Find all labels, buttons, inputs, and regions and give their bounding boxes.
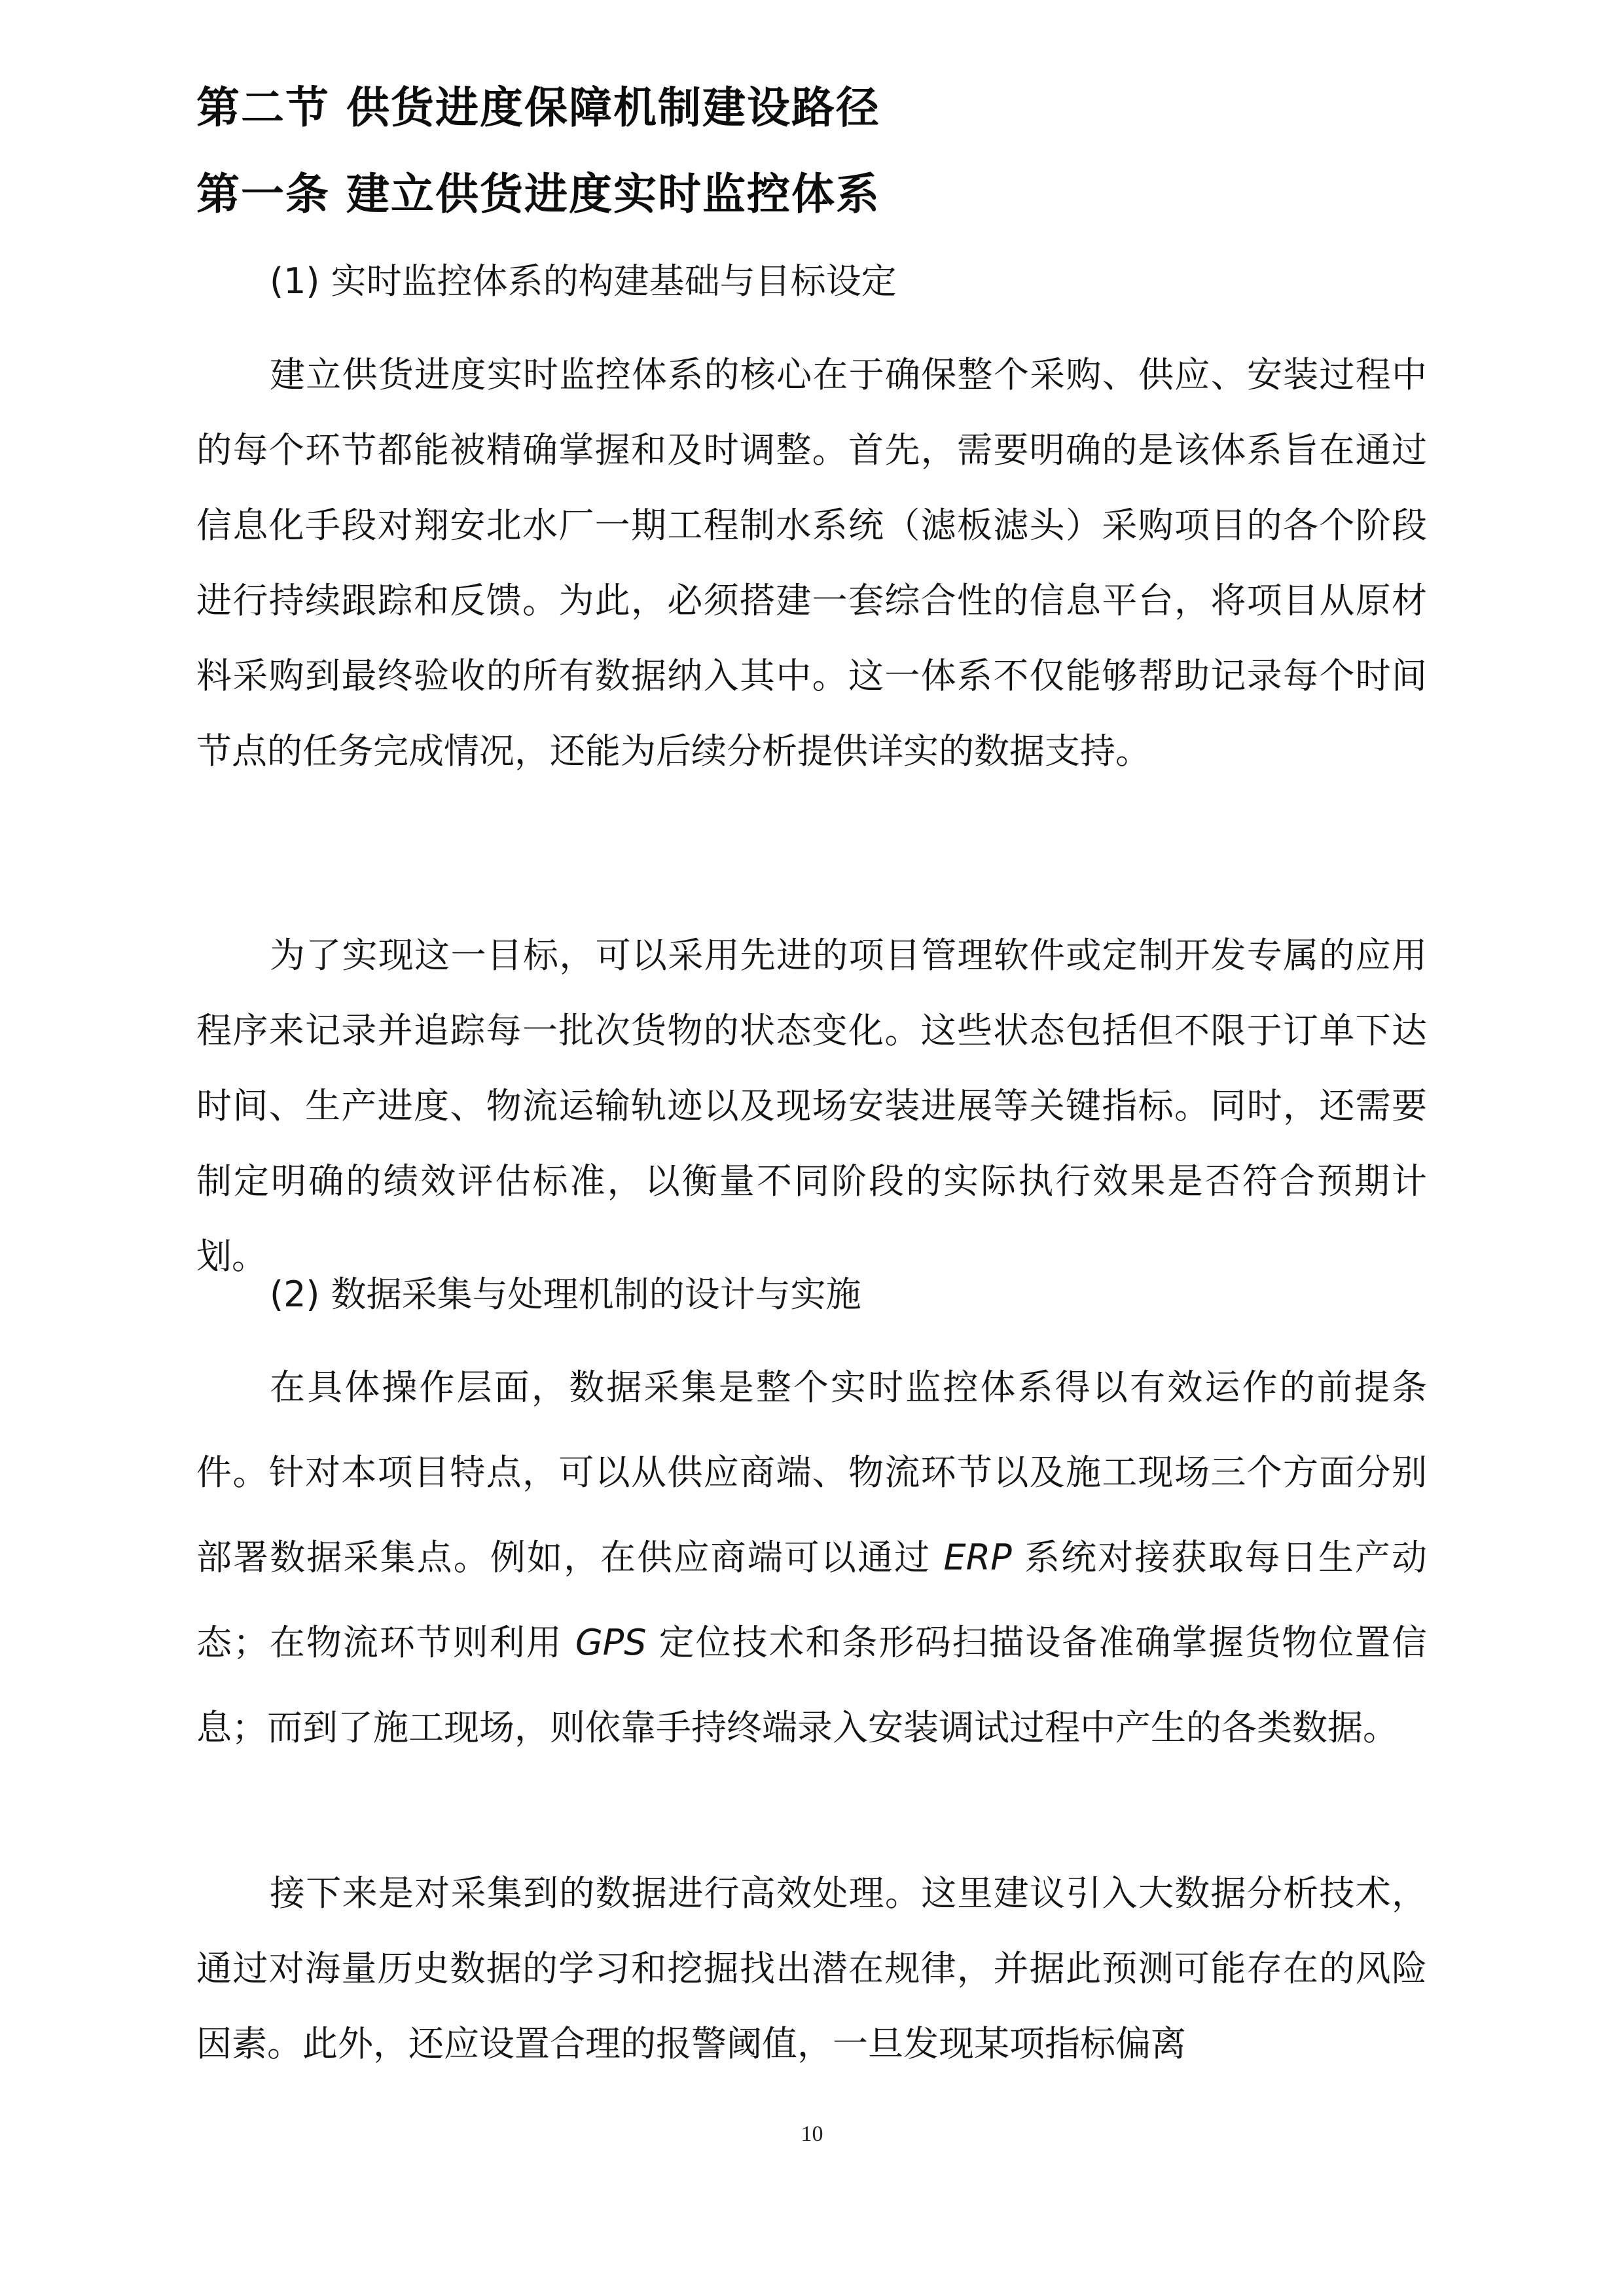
document-page (196, 62, 1427, 2222)
page-number: 10 (801, 2122, 823, 2146)
paragraph-3-part-2: 系统对接获取每日生产动态；在物流环节则利用 (196, 1537, 1428, 1663)
paragraph-2: 为了实现这一目标，可以采用先进的项目管理软件或定制开发专属的应用程序来记录并追踪每一批次货物的状态变化。这些状态包括但不限于订单下达时间、生产进度、物流运输轨迹以及现场安装进展等关键指标。同时，还需要制定明确的绩效评估标准，以衡量不同阶段的实际执行效果是否符合预期计划。 (196, 935, 1427, 1277)
paragraph-3-part-1: 在具体操作层面，数据采集是整个实时监控体系得以有效运作的前提条件。针对本项目特点，可以从供应商端、物流环节以及施工现场三个方面分别部署数据采集点。例如，在供应商端可以通过 (196, 1367, 1427, 1578)
subsection-heading-2: (2) 数据采集与处理机制的设计与实施 (270, 1274, 861, 1315)
erp-term: ERP (943, 1537, 1012, 1578)
section-title: 第二节 供货进度保障机制建设路径 (196, 82, 880, 133)
paragraph-1: 建立供货进度实时监控体系的核心在于确保整个采购、供应、安装过程中的每个环节都能被精确掌握和及时调整。首先，需要明确的是该体系旨在通过信息化手段对翔安北水厂一期工程制水系统（滤板滤头）采购项目的各个阶段进行持续跟踪和反馈。为此，必须搭建一套综合性的信息平台，将项目从原材料采购到最终验收的所有数据纳入其中。这一体系不仅能够帮助记录每个时间节点的任务完成情况，还能为后续分析提供详实的数据支持。 (196, 354, 1427, 772)
paragraph-3-part-3: 定位技术和条形码扫描设备准确掌握货物位置信息；而到了施工现场，则依靠手持终端录入安装调试过程中产生的各类数据。 (196, 1622, 1428, 1748)
gps-term: GPS (575, 1622, 647, 1663)
paragraph-4: 接下来是对采集到的数据进行高效处理。这里建议引入大数据分析技术，通过对海量历史数据的学习和挖掘找出潜在规律，并据此预测可能存在的风险因素。此外，还应设置合理的报警阈值，一旦发现某项指标偏离 (196, 1873, 1427, 2064)
subsection-heading-1: (1) 实时监控体系的构建基础与目标设定 (270, 260, 897, 302)
paragraph-3 (196, 1345, 1427, 1770)
article-title: 第一条 建立供货进度实时监控体系 (196, 169, 880, 219)
